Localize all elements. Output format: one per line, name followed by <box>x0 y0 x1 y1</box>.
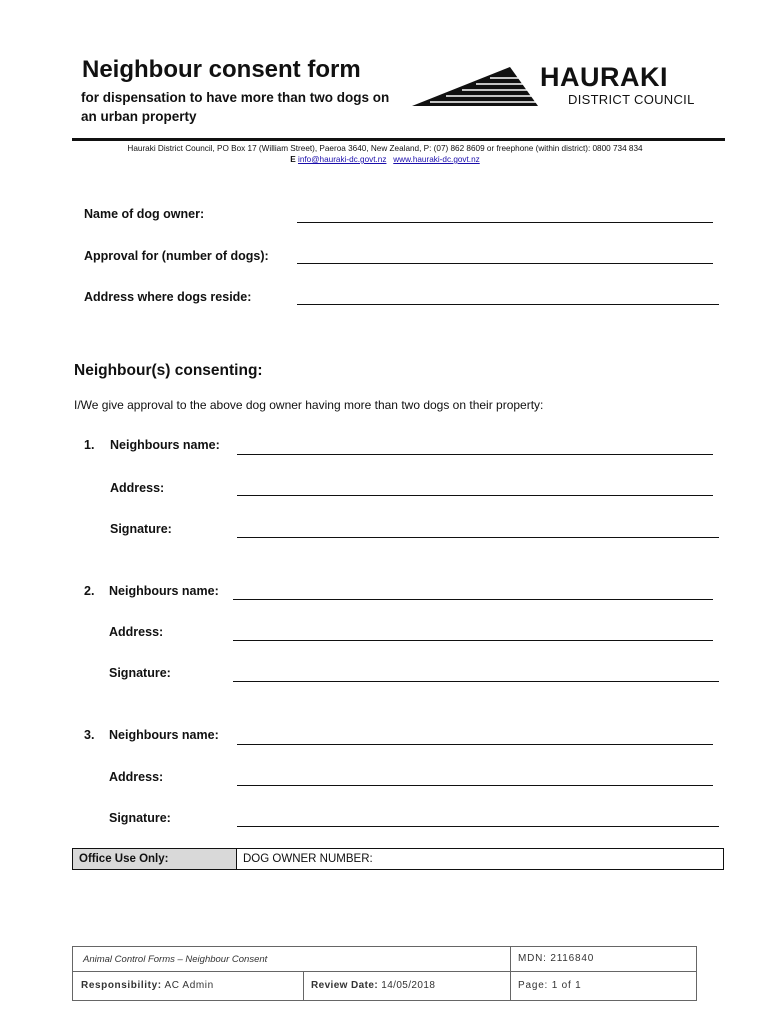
office-use-label: Office Use Only: <box>73 849 237 869</box>
neighbour-3-name-label: Neighbours name: <box>109 728 219 742</box>
footer-divider-right <box>510 947 511 1001</box>
neighbour-2-name-field[interactable] <box>233 599 713 600</box>
footer-mdn: MDN: 2116840 <box>518 953 595 964</box>
owner-name-label: Name of dog owner: <box>84 207 205 221</box>
footer-review <box>311 980 435 991</box>
header-divider <box>72 138 725 141</box>
neighbour-2-name-label: Neighbours name: <box>109 584 219 598</box>
review-date-label: Review Date: <box>311 980 379 991</box>
neighbour-3-number: 3. <box>84 728 95 742</box>
neighbour-1-name-label: Neighbours name: <box>110 438 220 452</box>
footer-doc-title: Animal Control Forms – Neighbour Consent <box>83 954 268 965</box>
logo-wordmark: HAURAKI <box>540 62 668 92</box>
responsibility-label: Responsibility: <box>81 980 162 991</box>
neighbour-3-address-label: Address: <box>109 770 164 784</box>
neighbours-intro: I/We give approval to the above dog owner having more than two dogs on their property: <box>74 398 544 412</box>
neighbour-2-signature-field[interactable] <box>233 681 719 682</box>
footer-divider-middle <box>303 971 304 1001</box>
neighbour-2-signature-label: Signature: <box>109 666 171 680</box>
review-date-value: 14/05/2018 <box>381 980 436 991</box>
contact-details <box>72 143 698 165</box>
neighbour-1-address-field[interactable] <box>237 495 713 496</box>
dog-owner-number-label: DOG OWNER NUMBER: <box>243 853 373 865</box>
hauraki-logo <box>410 62 710 110</box>
neighbour-3-name-field[interactable] <box>237 744 713 745</box>
owner-name-field[interactable] <box>297 222 713 223</box>
form-title: Neighbour consent form <box>82 56 361 83</box>
form-subtitle: for dispensation to have more than two dogs on an urban property <box>81 90 390 124</box>
footer-responsibility <box>81 980 214 991</box>
email-prefix: E <box>290 155 296 164</box>
dog-address-field[interactable] <box>297 304 719 305</box>
contact-links <box>72 154 698 165</box>
neighbour-2-number: 2. <box>84 584 95 598</box>
email-link[interactable]: info@hauraki-dc.govt.nz <box>298 155 387 164</box>
neighbour-2-address-label: Address: <box>109 625 164 639</box>
neighbour-3-signature-label: Signature: <box>109 811 171 825</box>
document-footer <box>72 946 697 1001</box>
dog-address-label: Address where dogs reside: <box>84 290 252 304</box>
neighbour-1-signature-label: Signature: <box>110 522 172 536</box>
neighbour-3-signature-field[interactable] <box>237 826 719 827</box>
neighbour-1-name-field[interactable] <box>237 454 713 455</box>
neighbour-1-number: 1. <box>84 438 95 452</box>
neighbour-3-address-field[interactable] <box>237 785 713 786</box>
neighbours-heading: Neighbour(s) consenting: <box>74 362 263 379</box>
website-link[interactable]: www.hauraki-dc.govt.nz <box>393 155 480 164</box>
approval-count-field[interactable] <box>297 263 713 264</box>
logo-subtext: DISTRICT COUNCIL <box>568 92 695 107</box>
contact-line: Hauraki District Council, PO Box 17 (William Street), Paeroa 3640, New Zealand, P: (07) 862 8609 or freephone (within district): 0800 734 834 <box>127 144 643 153</box>
neighbour-1-address-label: Address: <box>110 481 165 495</box>
neighbour-2-address-field[interactable] <box>233 640 713 641</box>
footer-page: Page: 1 of 1 <box>518 980 582 991</box>
approval-count-label: Approval for (number of dogs): <box>84 249 269 263</box>
neighbour-1-signature-field[interactable] <box>237 537 719 538</box>
responsibility-value: AC Admin <box>164 980 214 991</box>
office-use-box <box>72 848 724 870</box>
